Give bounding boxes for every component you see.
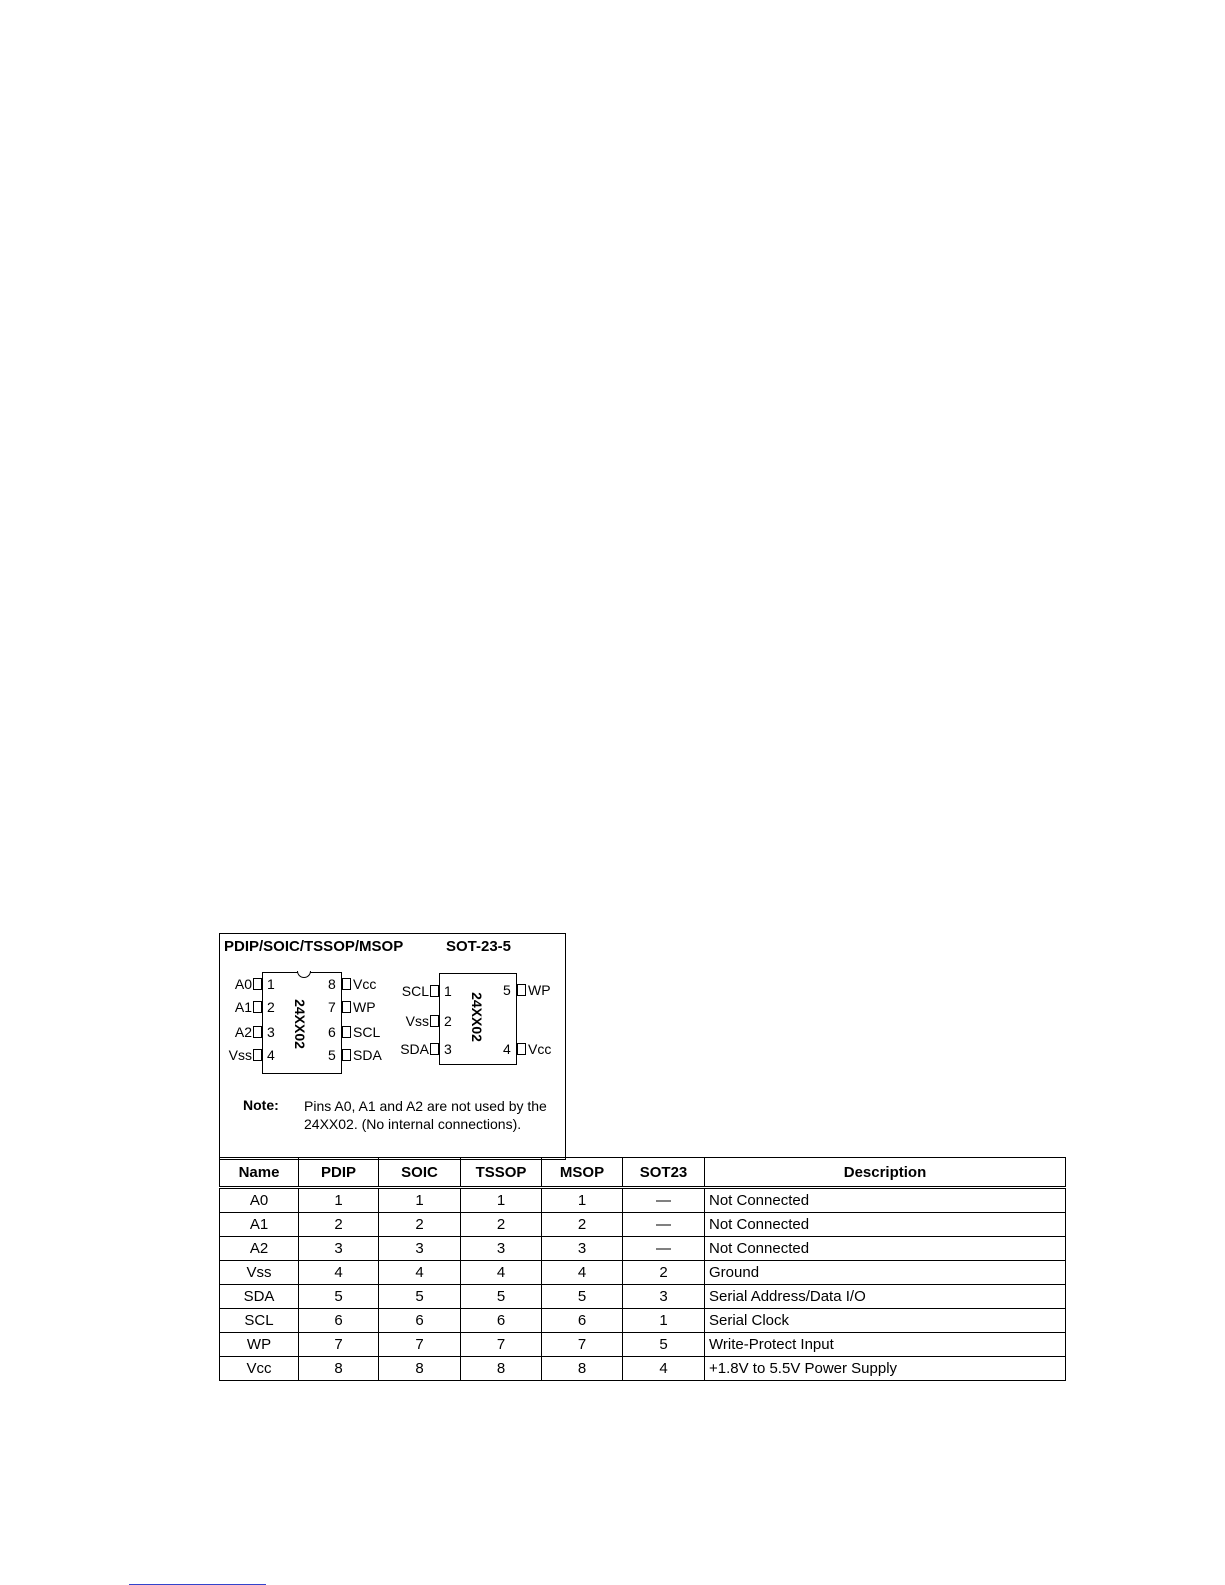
pin-name: SDA [400, 1041, 429, 1057]
cell-value: 7 [542, 1333, 623, 1357]
table-header-row [220, 1158, 1066, 1188]
pinout-diagram [219, 933, 566, 1160]
chip-notch-icon [297, 971, 311, 978]
cell-value: — [623, 1213, 705, 1237]
header-tssop: TSSOP [461, 1158, 542, 1188]
cell-value: 3 [542, 1237, 623, 1261]
header-soic: SOIC [379, 1158, 461, 1188]
pin-marker-icon [430, 985, 439, 997]
header-description: Description [705, 1158, 1066, 1188]
table-row [220, 1237, 1066, 1261]
cell-value: 6 [299, 1309, 379, 1333]
cell-value: 7 [379, 1333, 461, 1357]
pin-number: 8 [328, 976, 336, 992]
pin-marker-icon [430, 1015, 439, 1027]
cell-value: 5 [542, 1285, 623, 1309]
header-pdip: PDIP [299, 1158, 379, 1188]
cell-value: — [623, 1188, 705, 1213]
pin-marker-icon [430, 1043, 439, 1055]
pin-marker-icon [517, 1043, 526, 1055]
cell-value: 1 [623, 1309, 705, 1333]
cell-description: Not Connected [705, 1213, 1066, 1237]
pin-name: A2 [234, 1024, 252, 1040]
dip-chip-label: 24XX02 [291, 999, 308, 1049]
pin-marker-icon [253, 1026, 262, 1038]
cell-value: 2 [542, 1213, 623, 1237]
pin-function-table [219, 1157, 1066, 1381]
cell-value: 4 [542, 1261, 623, 1285]
pin-name: SCL [353, 1024, 381, 1040]
cell-description: Serial Clock [705, 1309, 1066, 1333]
pin-number: 3 [267, 1024, 275, 1040]
cell-value: 8 [542, 1357, 623, 1381]
cell-value: 3 [299, 1237, 379, 1261]
cell-value: Vcc [220, 1357, 299, 1381]
pin-marker-icon [342, 1026, 351, 1038]
pin-marker-icon [517, 984, 526, 996]
cell-description: Ground [705, 1261, 1066, 1285]
pin-marker-icon [342, 1001, 351, 1013]
cell-value: 2 [461, 1213, 542, 1237]
cell-value: A2 [220, 1237, 299, 1261]
table-row [220, 1357, 1066, 1381]
pin-number: 2 [267, 999, 275, 1015]
table-row [220, 1213, 1066, 1237]
header-msop: MSOP [542, 1158, 623, 1188]
dip-package-title: PDIP/SOIC/TSSOP/MSOP [224, 938, 404, 955]
table-row [220, 1261, 1066, 1285]
cell-description: +1.8V to 5.5V Power Supply [705, 1357, 1066, 1381]
cell-value: A1 [220, 1213, 299, 1237]
cell-value: 4 [461, 1261, 542, 1285]
cell-value: 4 [299, 1261, 379, 1285]
pin-name: SCL [401, 983, 429, 999]
cell-value: 7 [299, 1333, 379, 1357]
cell-value: 3 [623, 1285, 705, 1309]
cell-value: 8 [461, 1357, 542, 1381]
table-row [220, 1309, 1066, 1333]
pin-number: 1 [267, 976, 275, 992]
pin-number: 1 [444, 983, 452, 999]
pin-marker-icon [253, 1049, 262, 1061]
cell-value: 6 [542, 1309, 623, 1333]
pin-number: 5 [328, 1047, 336, 1063]
cell-value: 1 [299, 1188, 379, 1213]
pin-number: 4 [503, 1041, 511, 1057]
cell-description: Write-Protect Input [705, 1333, 1066, 1357]
pin-name: A1 [234, 999, 252, 1015]
pin-name: A0 [234, 976, 252, 992]
note-text: Pins A0, A1 and A2 are not used by the 24XX02. (No internal connections). [304, 1098, 547, 1132]
cell-value: 7 [461, 1333, 542, 1357]
cell-value: 1 [542, 1188, 623, 1213]
header-sot23: SOT23 [623, 1158, 705, 1188]
cell-value: 2 [379, 1213, 461, 1237]
pin-number: 5 [503, 982, 511, 998]
cell-value: 6 [379, 1309, 461, 1333]
cell-value: 4 [623, 1357, 705, 1381]
cell-value: 1 [379, 1188, 461, 1213]
pin-name: Vss [405, 1013, 429, 1029]
pin-marker-icon [253, 978, 262, 990]
pin-number: 3 [444, 1041, 452, 1057]
cell-value: 8 [379, 1357, 461, 1381]
pin-name: Vcc [353, 976, 377, 992]
pin-marker-icon [342, 1049, 351, 1061]
pin-number: 4 [267, 1047, 275, 1063]
cell-value: 2 [299, 1213, 379, 1237]
cell-value: 5 [379, 1285, 461, 1309]
cell-value: 1 [461, 1188, 542, 1213]
cell-value: SCL [220, 1309, 299, 1333]
sot-chip-label: 24XX02 [468, 992, 485, 1042]
pin-name: WP [528, 982, 551, 998]
cell-description: Not Connected [705, 1237, 1066, 1261]
cell-value: WP [220, 1333, 299, 1357]
pin-number: 2 [444, 1013, 452, 1029]
cell-description: Not Connected [705, 1188, 1066, 1213]
cell-value: 4 [379, 1261, 461, 1285]
cell-value: A0 [220, 1188, 299, 1213]
table-row [220, 1333, 1066, 1357]
pin-name: WP [353, 999, 376, 1015]
cell-value: 2 [623, 1261, 705, 1285]
cell-value: Vss [220, 1261, 299, 1285]
cell-value: 5 [623, 1333, 705, 1357]
cell-value: — [623, 1237, 705, 1261]
table-row [220, 1285, 1066, 1309]
pin-number: 7 [328, 999, 336, 1015]
pin-marker-icon [253, 1001, 262, 1013]
cell-value: 3 [379, 1237, 461, 1261]
table-body [220, 1188, 1066, 1381]
cell-value: 5 [461, 1285, 542, 1309]
sot-package-title: SOT-23-5 [446, 938, 512, 955]
pin-name: Vss [228, 1047, 252, 1063]
cell-value: 5 [299, 1285, 379, 1309]
note-label: Note: [243, 1097, 279, 1113]
pin-number: 6 [328, 1024, 336, 1040]
cell-value: 6 [461, 1309, 542, 1333]
pin-marker-icon [342, 978, 351, 990]
cell-value: 8 [299, 1357, 379, 1381]
cell-description: Serial Address/Data I/O [705, 1285, 1066, 1309]
cell-value: SDA [220, 1285, 299, 1309]
header-name: Name [220, 1158, 299, 1188]
cell-value: 3 [461, 1237, 542, 1261]
table-row [220, 1188, 1066, 1213]
pin-name: Vcc [528, 1041, 552, 1057]
pin-name: SDA [353, 1047, 382, 1063]
